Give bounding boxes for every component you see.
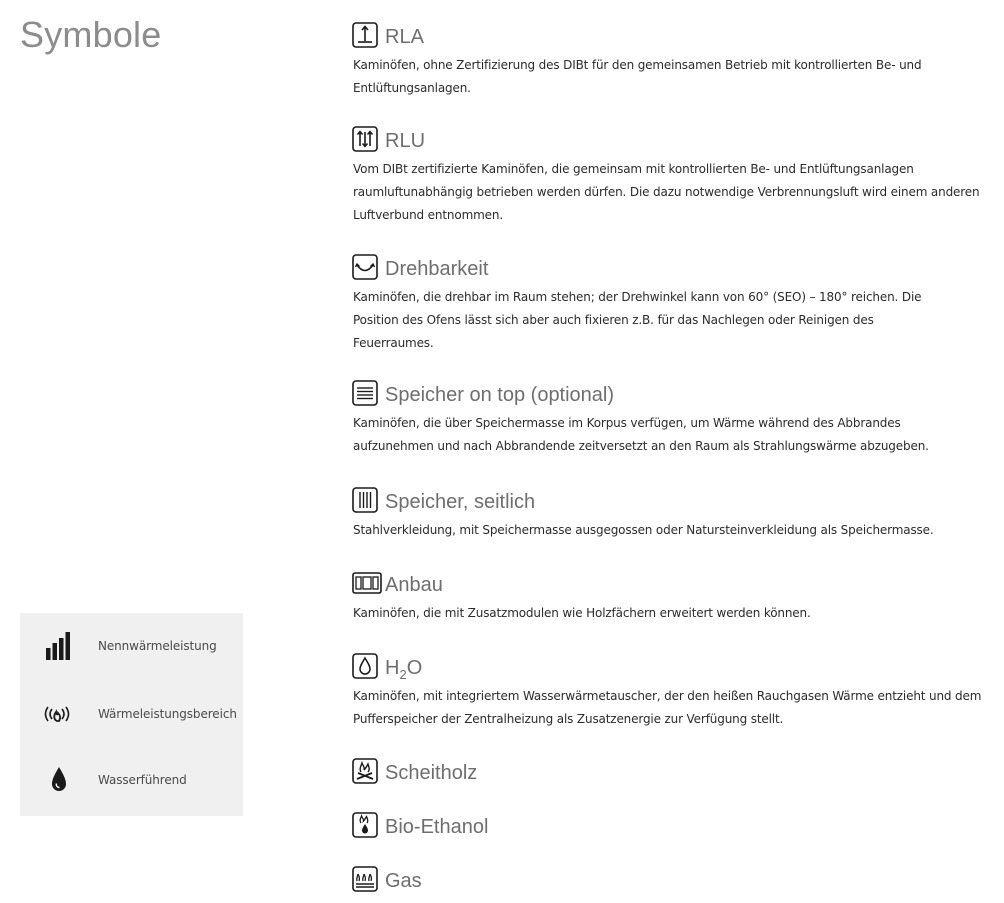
- storage-side-icon: [352, 487, 378, 513]
- symbol-drehbarkeit: [352, 254, 992, 350]
- symbol-description: Vom DIBt zertifizierte Kaminöfen, die gemeinsam mit kontrollierten Be- und Entlüftungsanlagen raumluftunabhängig betrieben werden dürfen. Die dazu notwendige Verbrennungsluft wird einem anderen Luftverbund entnommen.: [353, 162, 980, 222]
- page-title: Symbole: [20, 14, 162, 55]
- symbol-bio-ethanol: [352, 812, 992, 844]
- symbol-title: Drehbarkeit: [385, 258, 489, 280]
- legend-label: Wärmeleistungsbereich: [98, 707, 237, 721]
- symbol-title: RLU: [385, 130, 426, 152]
- legend-item-waermeleistungsbereich: [20, 699, 243, 729]
- extension-icon: [352, 570, 382, 596]
- water-drop-icon: [352, 653, 378, 679]
- power-bars-icon: [46, 631, 72, 661]
- bioethanol-icon: [352, 812, 378, 838]
- symbol-title: Speicher, seitlich: [385, 491, 536, 513]
- symbol-description: Kaminöfen, mit integriertem Wasserwärmetauscher, der den heißen Rauchgasen Wärme entzieht und dem Pufferspeicher der Zentralheizung als Zusatzenergie zur Verfügung stellt.: [353, 689, 982, 726]
- symbol-speicher-seitlich: [352, 487, 992, 537]
- rla-icon: [352, 22, 378, 48]
- symbol-title: Gas: [385, 870, 422, 892]
- symbol-title: Scheitholz: [385, 762, 478, 784]
- symbol-h2o: [352, 653, 992, 726]
- symbol-title: RLA: [385, 26, 424, 48]
- rlu-icon: [352, 126, 378, 152]
- storage-top-icon: [352, 380, 378, 406]
- legend-item-nennwaermeleistung: [20, 631, 243, 661]
- symbol-title: $H_2O$: [385, 657, 423, 682]
- water-bearing-icon: [46, 765, 72, 795]
- gas-icon: [352, 866, 378, 892]
- symbol-title: Anbau: [385, 574, 443, 596]
- symbol-scheitholz: [352, 758, 992, 790]
- legend-item-wasserfuehrend: [20, 765, 243, 795]
- symbol-description: Kaminöfen, ohne Zertifizierung des DIBt für den gemeinsamen Betrieb mit kontrollierten Be- und Entlüftungsanlagen.: [353, 58, 922, 95]
- heat-range-icon: [42, 699, 72, 729]
- legend-label: Wasserführend: [98, 773, 187, 787]
- symbol-description: Kaminöfen, die mit Zusatzmodulen wie Holzfächern erweitert werden können.: [353, 606, 811, 620]
- symbol-rla: [352, 22, 992, 95]
- symbol-speicher-on-top: [352, 380, 992, 453]
- legend-box: [20, 613, 243, 816]
- symbol-title: Speicher on top (optional): [385, 384, 615, 406]
- symbol-description: Kaminöfen, die drehbar im Raum stehen; der Drehwinkel kann von 60° (SEO) – 180° reichen. Die Position des Ofens lässt sich aber auch fixieren z.B. für das Nachlegen oder Reinigen des Feuerraumes.: [353, 290, 922, 350]
- symbol-description: Kaminöfen, die über Speichermasse im Korpus verfügen, um Wärme während des Abbrandes aufzunehmen und nach Abbrandende zeitversetzt an den Raum als Strahlungswärme abzugeben.: [353, 416, 929, 453]
- symbol-gas: [352, 866, 992, 898]
- rotation-icon: [352, 254, 378, 280]
- symbol-title: Bio-Ethanol: [385, 816, 489, 838]
- legend-label: Nennwärmeleistung: [98, 639, 217, 653]
- symbol-description: Stahlverkleidung, mit Speichermasse ausgegossen oder Natursteinverkleidung als Speichermasse.: [353, 523, 934, 537]
- symbol-anbau: [352, 570, 992, 620]
- firewood-icon: [352, 758, 378, 784]
- symbol-rlu: [352, 126, 992, 222]
